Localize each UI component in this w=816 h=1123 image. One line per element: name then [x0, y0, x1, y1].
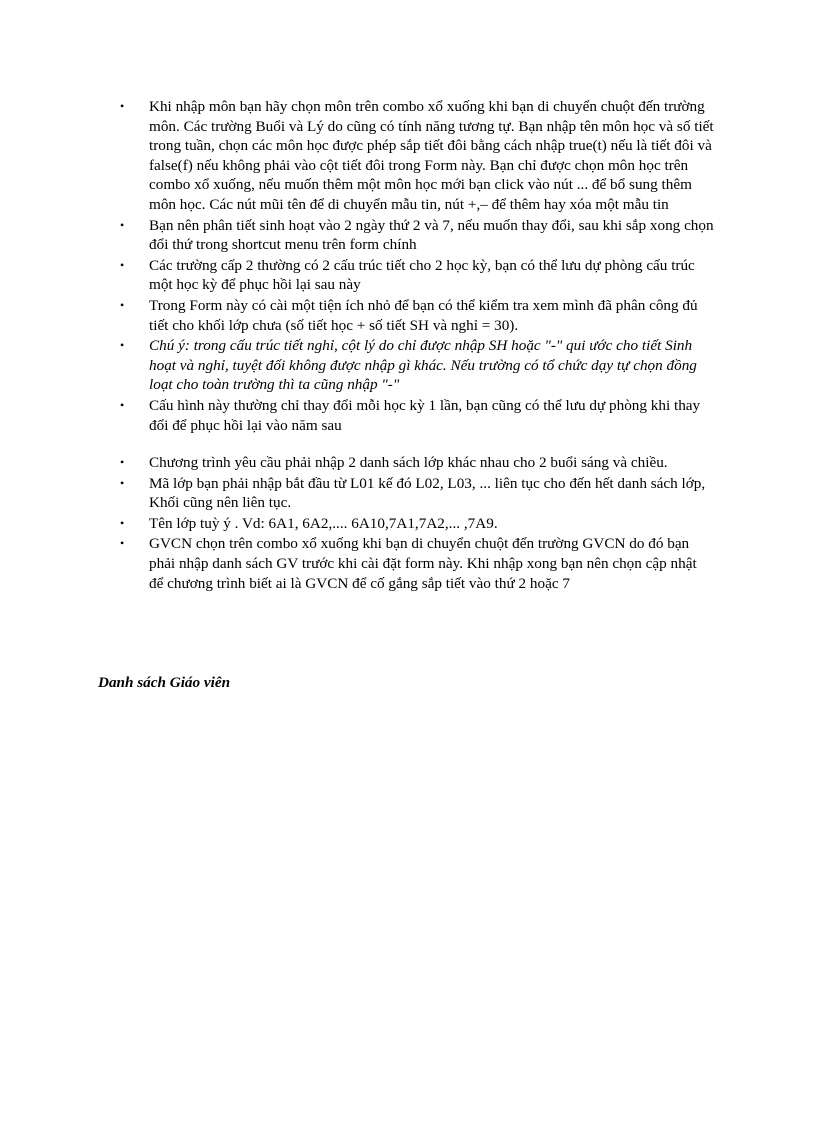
- list-item-text: Tên lớp tuỳ ý . Vd: 6A1, 6A2,.... 6A10,7A1,7A2,... ,7A9.: [149, 514, 498, 532]
- list-item-text: Chú ý: trong cấu trúc tiết nghỉ, cột lý do chỉ được nhập SH hoặc "-" qui ước cho tiết Sinh hoạt và nghỉ, tuyệt đối không được nhập gì khác. Nếu trường có tổ chức dạy tự chọn đồng loạt cho toàn trường thì ta cũng nhập "-": [149, 337, 697, 394]
- list-item-text: Bạn nên phân tiết sinh hoạt vào 2 ngày thứ 2 và 7, nếu muốn thay đổi, sau khi sắp xong chọn đổi thứ trong shortcut menu trên form chính: [149, 216, 714, 254]
- list-item-text: Mã lớp bạn phải nhập bắt đầu từ L01 kế đó L02, L03, ... liên tục cho đến hết danh sách lớp, Khối cũng nên liên tục.: [149, 474, 706, 512]
- bullet-icon: •: [120, 297, 125, 312]
- list-item: [98, 216, 714, 255]
- bullet-icon: •: [120, 536, 125, 551]
- bullet-icon: •: [120, 217, 125, 232]
- list-item: [98, 534, 714, 593]
- bullet-icon: •: [120, 257, 125, 272]
- instruction-list: [98, 97, 714, 594]
- list-item: [98, 514, 714, 534]
- section-heading: Danh sách Giáo viên: [98, 674, 231, 691]
- bullet-icon: •: [120, 455, 125, 470]
- list-item-text: Trong Form này có cài một tiện ích nhỏ để bạn có thể kiểm tra xem mình đã phân công đủ tiết cho khối lớp chưa (số tiết học + số tiết SH và nghỉ = 30).: [149, 296, 698, 334]
- bullet-icon: •: [120, 475, 125, 490]
- list-item: [98, 296, 714, 335]
- bullet-icon: •: [120, 99, 125, 113]
- bullet-icon: •: [120, 397, 125, 412]
- list-item-text: Cấu hình này thường chỉ thay đổi mỗi học kỳ 1 lần, bạn cũng có thể lưu dự phòng khi thay đổi để phục hồi lại vào năm sau: [149, 396, 701, 434]
- list-item: [98, 97, 714, 215]
- list-item: [98, 474, 714, 513]
- list-item-text: Các trường cấp 2 thường có 2 cấu trúc tiết cho 2 học kỳ, bạn có thể lưu dự phòng cấu trúc một học kỳ để phục hồi lại sau này: [149, 256, 695, 294]
- list-item-text: Khi nhập môn bạn hãy chọn môn trên combo xổ xuống khi bạn di chuyển chuột đến trường môn. Các trường Buổi và Lý do cũng có tính năng tương tự. Bạn nhập tên môn học và số tiết trong tuần, chọn các môn học được phép sắp tiết đôi bằng cách nhập true(t) nếu là tiết đôi và false(f) nếu không phải vào cột tiết đôi trong Form này. Bạn chỉ được chọn môn học trên combo xổ xuống, nếu muốn thêm một môn học mới bạn click vào nút ... để bổ sung thêm môn học. Các nút mũi tên để di chuyển mẫu tin, nút +,– để thêm hay xóa một mẫu tin: [149, 98, 714, 213]
- bullet-icon: •: [120, 338, 125, 353]
- bullet-icon: •: [120, 515, 125, 530]
- list-item: [98, 396, 714, 435]
- list-item-note: [98, 336, 714, 395]
- list-item: [98, 256, 714, 295]
- list-item-text: GVCN chọn trên combo xổ xuống khi bạn di chuyển chuột đến trường GVCN do đó bạn phải nhập danh sách GV trước khi cài đặt form này. Khi nhập xong bạn nên chọn cập nhật để chương trình biết ai là GVCN để cố gắng sắp tiết vào thứ 2 hoặc 7: [149, 535, 697, 592]
- list-item-text: Chương trình yêu cầu phải nhập 2 danh sách lớp khác nhau cho 2 buổi sáng và chiều.: [149, 454, 668, 472]
- list-item: [98, 453, 714, 473]
